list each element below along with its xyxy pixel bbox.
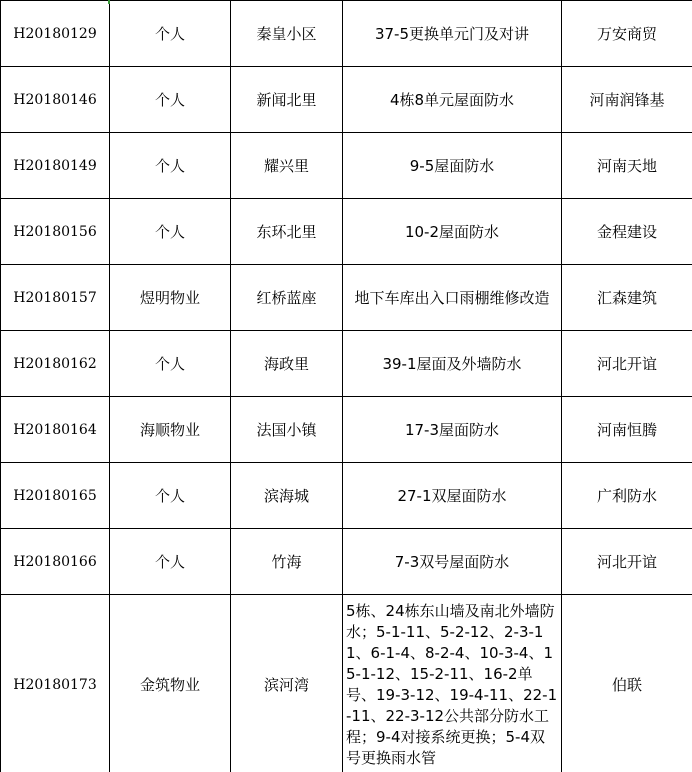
applicant-cell: 金筑物业 <box>110 595 231 772</box>
record-id-cell: H20180165 <box>1 463 110 529</box>
record-id-cell: H20180166 <box>1 529 110 595</box>
contractor-cell: 汇森建筑 <box>562 265 692 331</box>
applicant-cell: 个人 <box>110 1 231 67</box>
table-row <box>1 67 692 133</box>
contractor-cell: 河南润锋基 <box>562 67 692 133</box>
project-cell: 4栋8单元屋面防水 <box>343 67 562 133</box>
community-cell: 滨河湾 <box>231 595 343 772</box>
project-cell: 5栋、24栋东山墙及南北外墙防水；5-1-11、5-2-12、2-3-11、6-1-4、8-2-4、10-3-4、15-1-12、15-2-11、16-2单号、19-3-12、19-4-11、22-1-11、22-3-12公共部分防水工程；9-4对接系统更换；5-4双号更换雨水管 <box>343 595 562 772</box>
table-row <box>1 133 692 199</box>
table-row <box>1 529 692 595</box>
project-cell: 39-1屋面及外墙防水 <box>343 331 562 397</box>
contractor-cell: 金程建设 <box>562 199 692 265</box>
community-cell: 红桥蓝座 <box>231 265 343 331</box>
applicant-cell: 海顺物业 <box>110 397 231 463</box>
applicant-cell: 个人 <box>110 133 231 199</box>
cell-cursor-marker <box>108 0 110 4</box>
community-cell: 海政里 <box>231 331 343 397</box>
contractor-cell: 河南天地 <box>562 133 692 199</box>
record-id-cell: H20180164 <box>1 397 110 463</box>
applicant-cell: 个人 <box>110 529 231 595</box>
record-id-cell: H20180173 <box>1 595 110 772</box>
applicant-cell: 个人 <box>110 331 231 397</box>
project-cell: 9-5屋面防水 <box>343 133 562 199</box>
applicant-cell: 个人 <box>110 67 231 133</box>
record-id-cell: H20180149 <box>1 133 110 199</box>
contractor-cell: 河北开谊 <box>562 529 692 595</box>
contractor-cell: 万安商贸 <box>562 1 692 67</box>
record-id-cell: H20180157 <box>1 265 110 331</box>
applicant-cell: 个人 <box>110 463 231 529</box>
record-id-cell: H20180146 <box>1 67 110 133</box>
community-cell: 法国小镇 <box>231 397 343 463</box>
community-cell: 耀兴里 <box>231 133 343 199</box>
table-row <box>1 463 692 529</box>
contractor-cell: 广利防水 <box>562 463 692 529</box>
project-cell: 7-3双号屋面防水 <box>343 529 562 595</box>
applicant-cell: 煜明物业 <box>110 265 231 331</box>
record-id-cell: H20180156 <box>1 199 110 265</box>
table-row <box>1 595 692 772</box>
contractor-cell: 河北开谊 <box>562 331 692 397</box>
record-id-cell: H20180162 <box>1 331 110 397</box>
table-row <box>1 331 692 397</box>
community-cell: 新闻北里 <box>231 67 343 133</box>
table-row <box>1 199 692 265</box>
community-cell: 秦皇小区 <box>231 1 343 67</box>
applicant-cell: 个人 <box>110 199 231 265</box>
project-cell: 地下车库出入口雨棚维修改造 <box>343 265 562 331</box>
table-row <box>1 265 692 331</box>
table-row <box>1 1 692 67</box>
contractor-cell: 河南恒腾 <box>562 397 692 463</box>
project-cell: 10-2屋面防水 <box>343 199 562 265</box>
project-cell: 37-5更换单元门及对讲 <box>343 1 562 67</box>
table-row <box>1 397 692 463</box>
contractor-cell: 伯联 <box>562 595 692 772</box>
community-cell: 竹海 <box>231 529 343 595</box>
project-cell: 27-1双屋面防水 <box>343 463 562 529</box>
record-id-cell: H20180129 <box>1 1 110 67</box>
community-cell: 东环北里 <box>231 199 343 265</box>
community-cell: 滨海城 <box>231 463 343 529</box>
project-cell: 17-3屋面防水 <box>343 397 562 463</box>
